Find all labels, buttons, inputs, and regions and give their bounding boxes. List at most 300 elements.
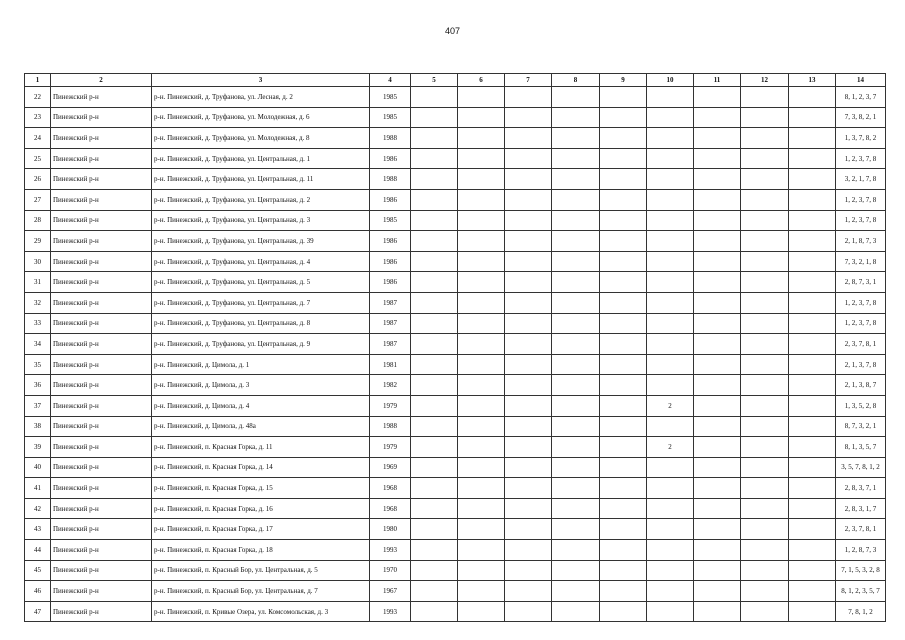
row-number-cell: 24 bbox=[25, 128, 51, 149]
column-5-cell bbox=[411, 395, 458, 416]
column-10-cell: 2 bbox=[647, 437, 694, 458]
column-13-cell bbox=[789, 601, 836, 622]
address-cell: р-н. Пинежский, д. Труфанова, ул. Центральная, д. 7 bbox=[152, 292, 370, 313]
column-10-cell: 2 bbox=[647, 395, 694, 416]
codes-cell: 1, 2, 3, 7, 8 bbox=[836, 313, 886, 334]
district-cell: Пинежский р-н bbox=[51, 169, 152, 190]
address-cell: р-н. Пинежский, п. Красный Бор, ул. Центральная, д. 5 bbox=[152, 560, 370, 581]
column-header-3: 3 bbox=[152, 74, 370, 87]
column-9-cell bbox=[600, 560, 647, 581]
column-13-cell bbox=[789, 395, 836, 416]
column-6-cell bbox=[458, 498, 505, 519]
column-13-cell bbox=[789, 457, 836, 478]
address-cell: р-н. Пинежский, д. Цимола, д. 3 bbox=[152, 375, 370, 396]
column-12-cell bbox=[741, 375, 789, 396]
codes-cell: 7, 3, 2, 1, 8 bbox=[836, 251, 886, 272]
column-9-cell bbox=[600, 601, 647, 622]
row-number-cell: 33 bbox=[25, 313, 51, 334]
district-cell: Пинежский р-н bbox=[51, 478, 152, 499]
row-number-cell: 44 bbox=[25, 540, 51, 561]
column-5-cell bbox=[411, 148, 458, 169]
column-11-cell bbox=[694, 169, 741, 190]
year-cell: 1979 bbox=[370, 437, 411, 458]
year-cell: 1986 bbox=[370, 189, 411, 210]
column-10-cell bbox=[647, 292, 694, 313]
column-13-cell bbox=[789, 169, 836, 190]
column-11-cell bbox=[694, 457, 741, 478]
column-5-cell bbox=[411, 128, 458, 149]
year-cell: 1987 bbox=[370, 292, 411, 313]
column-12-cell bbox=[741, 210, 789, 231]
codes-cell: 7, 8, 1, 2 bbox=[836, 601, 886, 622]
column-13-cell bbox=[789, 210, 836, 231]
column-12-cell bbox=[741, 519, 789, 540]
address-cell: р-н. Пинежский, д. Труфанова, ул. Центральная, д. 9 bbox=[152, 334, 370, 355]
year-cell: 1987 bbox=[370, 334, 411, 355]
table-row bbox=[25, 375, 886, 396]
column-11-cell bbox=[694, 601, 741, 622]
column-13-cell bbox=[789, 292, 836, 313]
column-9-cell bbox=[600, 251, 647, 272]
column-12-cell bbox=[741, 437, 789, 458]
column-12-cell bbox=[741, 416, 789, 437]
codes-cell: 1, 2, 3, 7, 8 bbox=[836, 189, 886, 210]
address-cell: р-н. Пинежский, п. Красная Горка, д. 16 bbox=[152, 498, 370, 519]
table-row bbox=[25, 478, 886, 499]
column-10-cell bbox=[647, 251, 694, 272]
column-12-cell bbox=[741, 251, 789, 272]
row-number-cell: 39 bbox=[25, 437, 51, 458]
row-number-cell: 41 bbox=[25, 478, 51, 499]
column-header-11: 11 bbox=[694, 74, 741, 87]
column-7-cell bbox=[505, 437, 552, 458]
row-number-cell: 22 bbox=[25, 87, 51, 108]
column-8-cell bbox=[552, 107, 600, 128]
address-cell: р-н. Пинежский, д. Труфанова, ул. Центральная, д. 11 bbox=[152, 169, 370, 190]
column-12-cell bbox=[741, 334, 789, 355]
column-9-cell bbox=[600, 581, 647, 602]
column-8-cell bbox=[552, 416, 600, 437]
year-cell: 1986 bbox=[370, 272, 411, 293]
table-row bbox=[25, 87, 886, 108]
column-5-cell bbox=[411, 87, 458, 108]
table-row bbox=[25, 128, 886, 149]
column-10-cell bbox=[647, 581, 694, 602]
year-cell: 1985 bbox=[370, 210, 411, 231]
table-row bbox=[25, 231, 886, 252]
column-5-cell bbox=[411, 375, 458, 396]
column-8-cell bbox=[552, 272, 600, 293]
codes-cell: 3, 5, 7, 8, 1, 2 bbox=[836, 457, 886, 478]
column-11-cell bbox=[694, 560, 741, 581]
year-cell: 1970 bbox=[370, 560, 411, 581]
column-9-cell bbox=[600, 437, 647, 458]
table-row bbox=[25, 416, 886, 437]
address-cell: р-н. Пинежский, д. Цимола, д. 1 bbox=[152, 354, 370, 375]
column-5-cell bbox=[411, 292, 458, 313]
codes-cell: 2, 8, 3, 7, 1 bbox=[836, 478, 886, 499]
address-cell: р-н. Пинежский, д. Труфанова, ул. Центральная, д. 2 bbox=[152, 189, 370, 210]
row-number-cell: 26 bbox=[25, 169, 51, 190]
address-cell: р-н. Пинежский, д. Труфанова, ул. Молодежная, д. 8 bbox=[152, 128, 370, 149]
column-8-cell bbox=[552, 251, 600, 272]
column-12-cell bbox=[741, 313, 789, 334]
codes-cell: 7, 3, 8, 2, 1 bbox=[836, 107, 886, 128]
column-13-cell bbox=[789, 560, 836, 581]
column-5-cell bbox=[411, 540, 458, 561]
table-row bbox=[25, 354, 886, 375]
column-8-cell bbox=[552, 581, 600, 602]
address-cell: р-н. Пинежский, д. Труфанова, ул. Центральная, д. 5 bbox=[152, 272, 370, 293]
column-6-cell bbox=[458, 601, 505, 622]
column-12-cell bbox=[741, 457, 789, 478]
column-13-cell bbox=[789, 519, 836, 540]
column-7-cell bbox=[505, 148, 552, 169]
codes-cell: 2, 1, 8, 7, 3 bbox=[836, 231, 886, 252]
column-9-cell bbox=[600, 498, 647, 519]
column-12-cell bbox=[741, 601, 789, 622]
column-8-cell bbox=[552, 498, 600, 519]
column-12-cell bbox=[741, 560, 789, 581]
page-number: 407 bbox=[444, 26, 461, 36]
row-number-cell: 35 bbox=[25, 354, 51, 375]
column-12-cell bbox=[741, 354, 789, 375]
column-9-cell bbox=[600, 416, 647, 437]
column-8-cell bbox=[552, 395, 600, 416]
column-7-cell bbox=[505, 498, 552, 519]
table-row bbox=[25, 210, 886, 231]
column-8-cell bbox=[552, 457, 600, 478]
table-row bbox=[25, 107, 886, 128]
column-12-cell bbox=[741, 231, 789, 252]
district-cell: Пинежский р-н bbox=[51, 395, 152, 416]
column-5-cell bbox=[411, 498, 458, 519]
district-cell: Пинежский р-н bbox=[51, 251, 152, 272]
column-9-cell bbox=[600, 292, 647, 313]
address-cell: р-н. Пинежский, п. Красная Горка, д. 17 bbox=[152, 519, 370, 540]
column-5-cell bbox=[411, 272, 458, 293]
column-11-cell bbox=[694, 581, 741, 602]
column-12-cell bbox=[741, 540, 789, 561]
column-6-cell bbox=[458, 395, 505, 416]
column-11-cell bbox=[694, 416, 741, 437]
column-12-cell bbox=[741, 128, 789, 149]
column-8-cell bbox=[552, 87, 600, 108]
table-row bbox=[25, 272, 886, 293]
column-9-cell bbox=[600, 128, 647, 149]
address-cell: р-н. Пинежский, д. Цимола, д. 48а bbox=[152, 416, 370, 437]
table-row bbox=[25, 292, 886, 313]
district-cell: Пинежский р-н bbox=[51, 416, 152, 437]
column-13-cell bbox=[789, 581, 836, 602]
row-number-cell: 29 bbox=[25, 231, 51, 252]
district-cell: Пинежский р-н bbox=[51, 231, 152, 252]
column-10-cell bbox=[647, 478, 694, 499]
column-header-1: 1 bbox=[25, 74, 51, 87]
codes-cell: 8, 1, 2, 3, 7 bbox=[836, 87, 886, 108]
column-5-cell bbox=[411, 251, 458, 272]
column-12-cell bbox=[741, 478, 789, 499]
column-9-cell bbox=[600, 478, 647, 499]
column-8-cell bbox=[552, 189, 600, 210]
row-number-cell: 27 bbox=[25, 189, 51, 210]
row-number-cell: 25 bbox=[25, 148, 51, 169]
codes-cell: 2, 8, 7, 3, 1 bbox=[836, 272, 886, 293]
codes-cell: 2, 1, 3, 8, 7 bbox=[836, 375, 886, 396]
housing-register-table bbox=[24, 73, 886, 622]
column-5-cell bbox=[411, 189, 458, 210]
year-cell: 1985 bbox=[370, 87, 411, 108]
column-6-cell bbox=[458, 148, 505, 169]
column-12-cell bbox=[741, 498, 789, 519]
address-cell: р-н. Пинежский, п. Красная Горка, д. 15 bbox=[152, 478, 370, 499]
address-cell: р-н. Пинежский, д. Труфанова, ул. Центральная, д. 39 bbox=[152, 231, 370, 252]
column-6-cell bbox=[458, 128, 505, 149]
column-10-cell bbox=[647, 540, 694, 561]
address-cell: р-н. Пинежский, д. Труфанова, ул. Молодежная, д. 6 bbox=[152, 107, 370, 128]
column-7-cell bbox=[505, 354, 552, 375]
codes-cell: 8, 1, 2, 3, 5, 7 bbox=[836, 581, 886, 602]
column-6-cell bbox=[458, 292, 505, 313]
column-13-cell bbox=[789, 272, 836, 293]
column-7-cell bbox=[505, 560, 552, 581]
address-cell: р-н. Пинежский, п. Кривые Озера, ул. Комсомольская, д. 3 bbox=[152, 601, 370, 622]
column-13-cell bbox=[789, 148, 836, 169]
column-10-cell bbox=[647, 601, 694, 622]
column-10-cell bbox=[647, 107, 694, 128]
column-8-cell bbox=[552, 231, 600, 252]
address-cell: р-н. Пинежский, д. Цимола, д. 4 bbox=[152, 395, 370, 416]
column-7-cell bbox=[505, 457, 552, 478]
column-10-cell bbox=[647, 189, 694, 210]
year-cell: 1993 bbox=[370, 601, 411, 622]
column-7-cell bbox=[505, 128, 552, 149]
table-row bbox=[25, 540, 886, 561]
column-11-cell bbox=[694, 189, 741, 210]
column-9-cell bbox=[600, 107, 647, 128]
column-7-cell bbox=[505, 416, 552, 437]
column-11-cell bbox=[694, 292, 741, 313]
column-7-cell bbox=[505, 189, 552, 210]
column-9-cell bbox=[600, 540, 647, 561]
column-12-cell bbox=[741, 395, 789, 416]
column-13-cell bbox=[789, 354, 836, 375]
column-9-cell bbox=[600, 272, 647, 293]
column-8-cell bbox=[552, 437, 600, 458]
column-12-cell bbox=[741, 107, 789, 128]
column-5-cell bbox=[411, 437, 458, 458]
column-7-cell bbox=[505, 375, 552, 396]
row-number-cell: 45 bbox=[25, 560, 51, 581]
column-10-cell bbox=[647, 334, 694, 355]
column-7-cell bbox=[505, 87, 552, 108]
row-number-cell: 46 bbox=[25, 581, 51, 602]
column-6-cell bbox=[458, 437, 505, 458]
column-8-cell bbox=[552, 210, 600, 231]
district-cell: Пинежский р-н bbox=[51, 210, 152, 231]
column-10-cell bbox=[647, 87, 694, 108]
year-cell: 1993 bbox=[370, 540, 411, 561]
year-cell: 1981 bbox=[370, 354, 411, 375]
column-header-10: 10 bbox=[647, 74, 694, 87]
column-12-cell bbox=[741, 169, 789, 190]
column-8-cell bbox=[552, 334, 600, 355]
codes-cell: 2, 1, 3, 7, 8 bbox=[836, 354, 886, 375]
codes-cell: 1, 3, 5, 2, 8 bbox=[836, 395, 886, 416]
row-number-cell: 37 bbox=[25, 395, 51, 416]
column-13-cell bbox=[789, 251, 836, 272]
column-6-cell bbox=[458, 457, 505, 478]
column-9-cell bbox=[600, 395, 647, 416]
district-cell: Пинежский р-н bbox=[51, 128, 152, 149]
column-10-cell bbox=[647, 519, 694, 540]
column-9-cell bbox=[600, 313, 647, 334]
column-header-2: 2 bbox=[51, 74, 152, 87]
column-10-cell bbox=[647, 128, 694, 149]
column-9-cell bbox=[600, 87, 647, 108]
column-13-cell bbox=[789, 128, 836, 149]
column-10-cell bbox=[647, 313, 694, 334]
district-cell: Пинежский р-н bbox=[51, 313, 152, 334]
table-row bbox=[25, 498, 886, 519]
table-row bbox=[25, 313, 886, 334]
column-7-cell bbox=[505, 334, 552, 355]
row-number-cell: 34 bbox=[25, 334, 51, 355]
column-13-cell bbox=[789, 437, 836, 458]
column-11-cell bbox=[694, 128, 741, 149]
column-6-cell bbox=[458, 334, 505, 355]
column-8-cell bbox=[552, 540, 600, 561]
column-9-cell bbox=[600, 519, 647, 540]
column-10-cell bbox=[647, 354, 694, 375]
year-cell: 1968 bbox=[370, 498, 411, 519]
year-cell: 1967 bbox=[370, 581, 411, 602]
column-8-cell bbox=[552, 292, 600, 313]
column-13-cell bbox=[789, 313, 836, 334]
year-cell: 1968 bbox=[370, 478, 411, 499]
year-cell: 1987 bbox=[370, 313, 411, 334]
district-cell: Пинежский р-н bbox=[51, 292, 152, 313]
column-7-cell bbox=[505, 395, 552, 416]
column-9-cell bbox=[600, 231, 647, 252]
row-number-cell: 40 bbox=[25, 457, 51, 478]
row-number-cell: 36 bbox=[25, 375, 51, 396]
codes-cell: 3, 2, 1, 7, 8 bbox=[836, 169, 886, 190]
column-5-cell bbox=[411, 313, 458, 334]
column-header-8: 8 bbox=[552, 74, 600, 87]
column-5-cell bbox=[411, 334, 458, 355]
column-6-cell bbox=[458, 87, 505, 108]
row-number-cell: 28 bbox=[25, 210, 51, 231]
table-body bbox=[25, 87, 886, 622]
table-row bbox=[25, 148, 886, 169]
column-13-cell bbox=[789, 540, 836, 561]
year-cell: 1985 bbox=[370, 107, 411, 128]
column-11-cell bbox=[694, 395, 741, 416]
column-header-7: 7 bbox=[505, 74, 552, 87]
column-8-cell bbox=[552, 354, 600, 375]
column-9-cell bbox=[600, 375, 647, 396]
column-header-14: 14 bbox=[836, 74, 886, 87]
column-6-cell bbox=[458, 313, 505, 334]
table-row bbox=[25, 437, 886, 458]
column-10-cell bbox=[647, 416, 694, 437]
address-cell: р-н. Пинежский, д. Труфанова, ул. Центральная, д. 3 bbox=[152, 210, 370, 231]
column-10-cell bbox=[647, 169, 694, 190]
row-number-cell: 32 bbox=[25, 292, 51, 313]
column-13-cell bbox=[789, 375, 836, 396]
district-cell: Пинежский р-н bbox=[51, 334, 152, 355]
district-cell: Пинежский р-н bbox=[51, 148, 152, 169]
column-11-cell bbox=[694, 334, 741, 355]
table-row bbox=[25, 560, 886, 581]
column-6-cell bbox=[458, 519, 505, 540]
column-11-cell bbox=[694, 231, 741, 252]
column-13-cell bbox=[789, 498, 836, 519]
district-cell: Пинежский р-н bbox=[51, 581, 152, 602]
table-row bbox=[25, 189, 886, 210]
district-cell: Пинежский р-н bbox=[51, 519, 152, 540]
year-cell: 1980 bbox=[370, 519, 411, 540]
row-number-cell: 42 bbox=[25, 498, 51, 519]
row-number-cell: 38 bbox=[25, 416, 51, 437]
column-9-cell bbox=[600, 210, 647, 231]
address-cell: р-н. Пинежский, д. Труфанова, ул. Лесная, д. 2 bbox=[152, 87, 370, 108]
address-cell: р-н. Пинежский, д. Труфанова, ул. Центральная, д. 8 bbox=[152, 313, 370, 334]
district-cell: Пинежский р-н bbox=[51, 498, 152, 519]
column-header-6: 6 bbox=[458, 74, 505, 87]
column-6-cell bbox=[458, 375, 505, 396]
column-6-cell bbox=[458, 560, 505, 581]
column-header-13: 13 bbox=[789, 74, 836, 87]
address-cell: р-н. Пинежский, д. Труфанова, ул. Центральная, д. 1 bbox=[152, 148, 370, 169]
row-number-cell: 31 bbox=[25, 272, 51, 293]
column-header-4: 4 bbox=[370, 74, 411, 87]
column-9-cell bbox=[600, 169, 647, 190]
column-8-cell bbox=[552, 375, 600, 396]
column-11-cell bbox=[694, 272, 741, 293]
column-8-cell bbox=[552, 560, 600, 581]
codes-cell: 7, 1, 5, 3, 2, 8 bbox=[836, 560, 886, 581]
column-6-cell bbox=[458, 272, 505, 293]
table-row bbox=[25, 334, 886, 355]
column-5-cell bbox=[411, 457, 458, 478]
column-6-cell bbox=[458, 581, 505, 602]
row-number-cell: 30 bbox=[25, 251, 51, 272]
year-cell: 1969 bbox=[370, 457, 411, 478]
row-number-cell: 47 bbox=[25, 601, 51, 622]
year-cell: 1982 bbox=[370, 375, 411, 396]
codes-cell: 2, 8, 3, 1, 7 bbox=[836, 498, 886, 519]
column-5-cell bbox=[411, 601, 458, 622]
column-10-cell bbox=[647, 560, 694, 581]
district-cell: Пинежский р-н bbox=[51, 457, 152, 478]
column-5-cell bbox=[411, 354, 458, 375]
address-cell: р-н. Пинежский, п. Красная Горка, д. 18 bbox=[152, 540, 370, 561]
column-6-cell bbox=[458, 478, 505, 499]
column-5-cell bbox=[411, 416, 458, 437]
column-12-cell bbox=[741, 292, 789, 313]
column-5-cell bbox=[411, 478, 458, 499]
column-7-cell bbox=[505, 272, 552, 293]
table-row bbox=[25, 395, 886, 416]
column-13-cell bbox=[789, 107, 836, 128]
column-10-cell bbox=[647, 498, 694, 519]
column-10-cell bbox=[647, 375, 694, 396]
column-13-cell bbox=[789, 478, 836, 499]
column-9-cell bbox=[600, 334, 647, 355]
year-cell: 1988 bbox=[370, 128, 411, 149]
